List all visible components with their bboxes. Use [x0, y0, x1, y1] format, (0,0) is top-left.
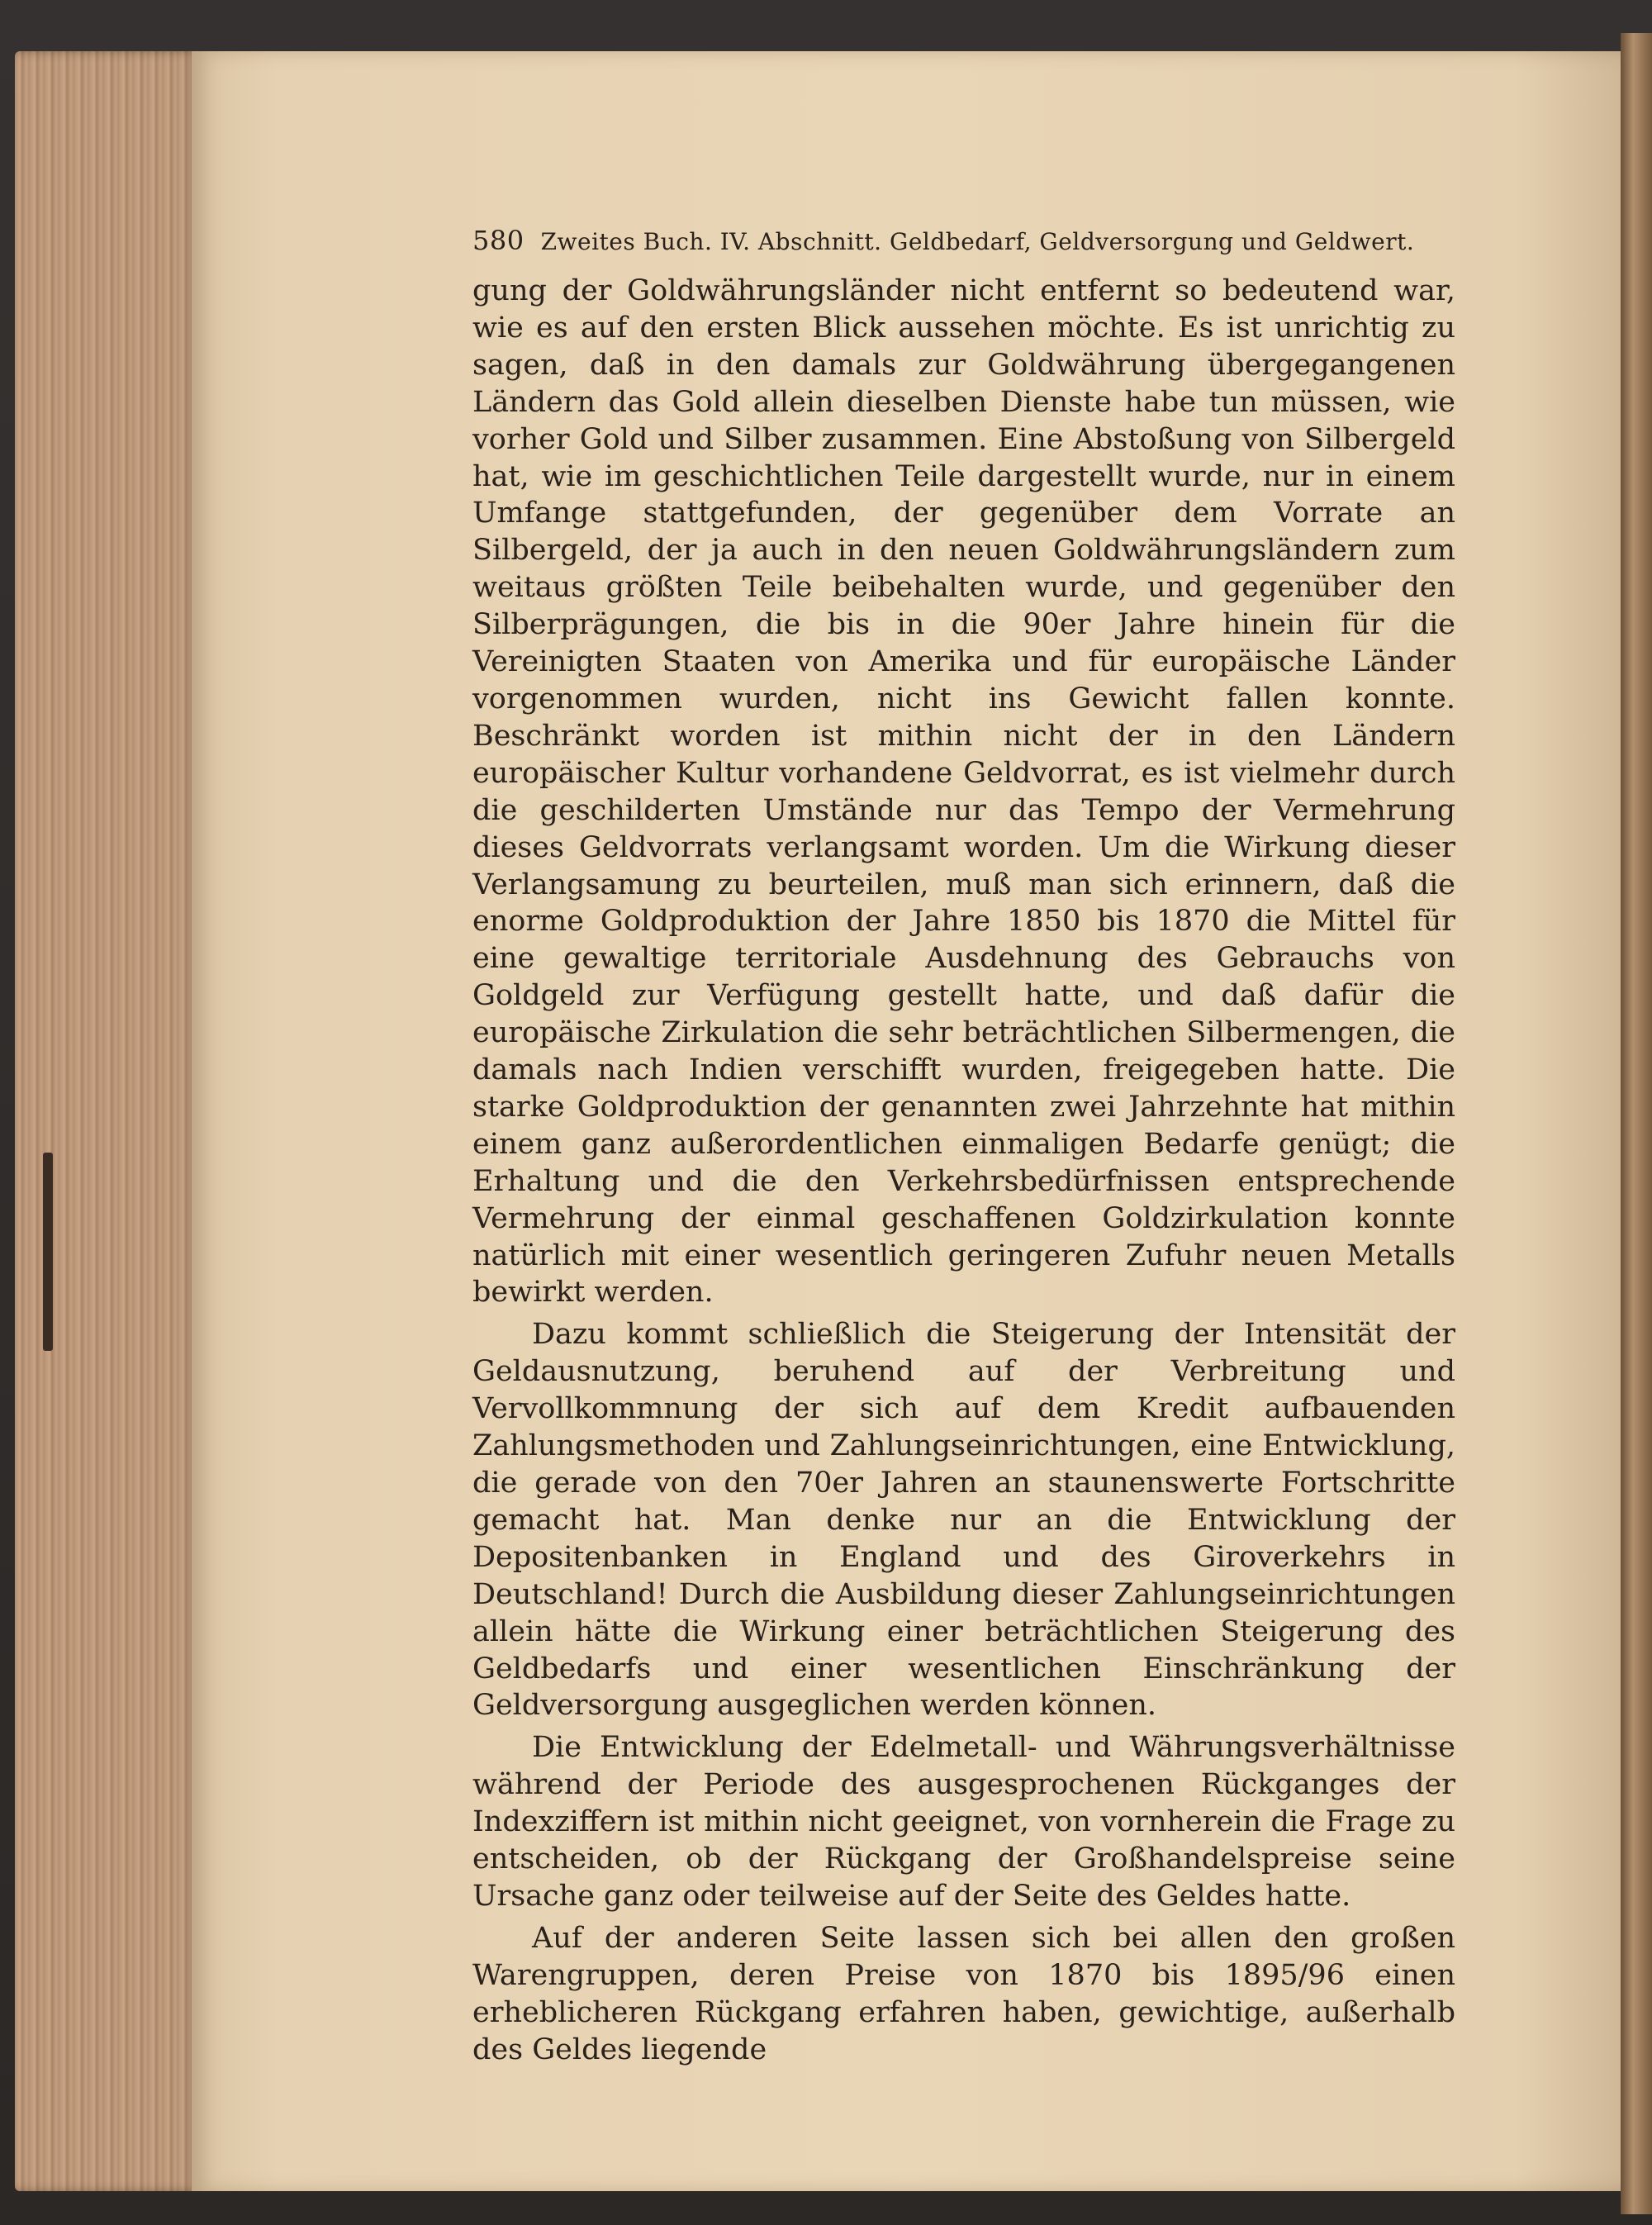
header-title: Zweites Buch. IV. Abschnitt. Geldbedarf, Geldversorgung und Geldwert.	[540, 228, 1415, 255]
body-text	[472, 273, 1455, 2069]
paragraph-2: Dazu kommt schließlich die Steigerung der Intensität der Geldausnutzung, beruhend auf der Verbreitung und Vervollkommnung der sich auf dem Kredit aufbauenden Zahlungsmethoden und Zahlungseinrichtungen, eine Entwicklung, die gerade von den 70er Jahren an staunenswerte Fortschritte gemacht hat. Man denke nur an die Entwicklung der Depositenbanken in England und des Giroverkehrs in Deutschland! Durch die Ausbildung dieser Zahlungseinrichtungen allein hätte die Wirkung einer beträchtlichen Steigerung des Geldbedarfs und einer wesentlichen Einschränkung der Geldversorgung ausgeglichen werden können.	[472, 1318, 1455, 1723]
book-right-edge	[1621, 33, 1652, 2214]
paragraph-3: Die Entwicklung der Edelmetall- und Währungsverhältnisse während der Periode des ausgesprochenen Rückganges der Indexziffern ist mithin nicht geeignet, von vornherein die Frage zu entscheiden, ob der Rückgang der Großhandelspreise seine Ursache ganz oder teilweise auf der Seite des Geldes hatte.	[472, 1731, 1455, 1913]
page-number: 580	[472, 225, 525, 256]
paragraph-1: gung der Goldwährungsländer nicht entfernt so bedeutend war, wie es auf den ersten Blick aussehen möchte. Es ist unrichtig zu sagen, daß in den damals zur Goldwährung übergegangenen Ländern das Gold allein dieselben Dienste habe tun müssen, wie vorher Gold und Silber zusammen. Eine Abstoßung von Silbergeld hat, wie im geschichtlichen Teile dargestellt wurde, nur in einem Umfange stattgefunden, der gegenüber dem Vorrate an Silbergeld, der ja auch in den neuen Goldwährungsländern zum weitaus größten Teile beibehalten wurde, und gegenüber den Silberprägungen, die bis in die 90er Jahre hinein für die Vereinigten Staaten von Amerika und für europäische Länder vorgenommen wurden, nicht ins Gewicht fallen konnte. Beschränkt worden ist mithin nicht der in den Ländern europäischer Kultur vorhandene Geldvorrat, es ist vielmehr durch die geschilderten Umstände nur das Tempo der Vermehrung dieses Geldvorrats verlangsamt worden. Um die Wirkung dieser Verlangsamung zu beurteilen, muß man sich erinnern, daß die enorme Goldproduktion der Jahre 1850 bis 1870 die Mittel für eine gewaltige territoriale Ausdehnung des Gebrauchs von Goldgeld zur Verfügung gestellt hatte, und daß dafür die europäische Zirkulation die sehr beträchtlichen Silbermengen, die damals nach Indien verschifft wurden, freigegeben hatte. Die starke Goldproduktion der genannten zwei Jahrzehnte hat mithin einem ganz außerordentlichen einmaligen Bedarfe genügt; die Erhaltung und die den Verkehrsbedürfnissen entsprechende Vermehrung der einmal geschaffenen Goldzirkulation konnte natürlich mit einer wesentlich geringeren Zufuhr neuen Metalls bewirkt werden.	[472, 274, 1455, 1310]
book-page-edges	[15, 51, 198, 2191]
paragraph-4: Auf der anderen Seite lassen sich bei allen den großen Warengruppen, deren Preise von 1870 bis 1895/96 einen erheblicheren Rückgang erfahren haben, gewichtige, außerhalb des Geldes liegende	[472, 1921, 1455, 2066]
page-content	[472, 225, 1455, 2069]
ribbon-marker	[43, 1153, 53, 1351]
running-header	[472, 225, 1455, 256]
